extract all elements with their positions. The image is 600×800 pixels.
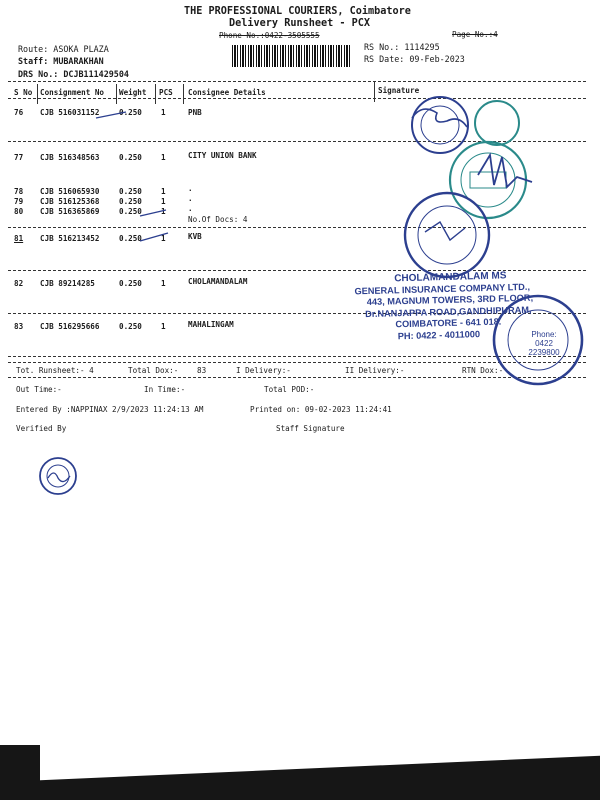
row-pcs: 1 (161, 279, 166, 288)
row-pcs: 1 (161, 197, 166, 206)
stamp-line: GENERAL INSURANCE COMPANY LTD., (354, 281, 531, 296)
staff-signature-label: Staff Signature (276, 424, 345, 433)
row-pcs: 1 (161, 153, 166, 162)
verified-by-label: Verified By (16, 424, 67, 433)
seal-icon (412, 97, 468, 153)
row-pcs: 1 (161, 187, 166, 196)
row-sno: 78 (14, 187, 24, 196)
seal-icon (40, 458, 76, 494)
in-time-label: In Time:- (144, 385, 186, 394)
row-weight: 0.250 (119, 279, 142, 288)
row-sno: 82 (14, 279, 24, 288)
stamp-line: 443, MAGNUM TOWERS, 3RD FLOOR, (366, 292, 534, 308)
row-consignment: CJB 516125368 (40, 197, 100, 206)
row-pcs: 1 (161, 234, 166, 243)
i-delivery-label: I Delivery:- (236, 366, 291, 375)
runsheet-subtitle: Delivery Runsheet - PCX (229, 18, 371, 29)
row-sno: 83 (14, 322, 24, 331)
total-runsheet: Tot. Runsheet:- 4 (16, 366, 94, 375)
out-time-label: Out Time:- (16, 385, 62, 394)
row-weight: 0.250 (119, 108, 142, 117)
col-header-details: Consignee Details (188, 88, 266, 97)
seal-phone-text: Phone: 0422 2239800 (528, 330, 560, 357)
row-weight: 0.250 (119, 197, 142, 206)
total-pod-label: Total POD:- (264, 385, 315, 394)
row-consignment: CJB 89214285 (40, 279, 95, 288)
col-header-weight: Weight (119, 88, 147, 97)
col-header-sno: S No (14, 88, 33, 97)
stamp-line: PH: 0422 - 4011000 (397, 328, 481, 341)
col-header-signature: Signature (378, 86, 420, 95)
row-pcs: 1 (161, 207, 166, 216)
row-details: MAHALINGAM (188, 320, 234, 329)
row-weight: 0.250 (119, 322, 142, 331)
row-weight: 0.250 (119, 207, 142, 216)
route-label: Route: ASOKA PLAZA (18, 44, 109, 54)
stamp-line: Dr.NANJAPPA ROAD,GANDHIPURAM, (365, 304, 532, 319)
row-consignment: CJB 516213452 (40, 234, 100, 243)
seal-icon (475, 101, 519, 145)
docs-count: No.Of Docs: 4 (188, 215, 248, 224)
row-weight: 0.250 (119, 187, 142, 196)
stamp-line: CHOLAMANDALAM MS (394, 270, 507, 285)
row-pcs: 1 (161, 108, 166, 117)
phone-number: Phone No.:0422-3505555 (219, 31, 320, 40)
row-consignment: CJB 516295666 (40, 322, 100, 331)
row-sno: 80 (14, 207, 24, 216)
row-sno: 81 (14, 234, 24, 243)
printed-on: Printed on: 09-02-2023 11:24:41 (250, 405, 392, 414)
row-details: . (188, 194, 193, 203)
row-sno: 79 (14, 197, 24, 206)
rs-date: RS Date: 09-Feb-2023 (364, 54, 465, 64)
row-weight: 0.250 (119, 153, 142, 162)
row-sno: 76 (14, 108, 24, 117)
row-details: CHOLAMANDALAM (188, 277, 248, 286)
col-header-pcs: PCS (159, 88, 173, 97)
col-header-consignment: Consignment No (40, 88, 105, 97)
row-details: PNB (188, 108, 202, 117)
ii-delivery-label: II Delivery:- (345, 366, 405, 375)
row-consignment: CJB 516031152 (40, 108, 100, 117)
row-consignment: CJB 516365869 (40, 207, 100, 216)
row-consignment: CJB 516065930 (40, 187, 100, 196)
total-dox-value: 83 (197, 366, 207, 375)
row-details: . (188, 184, 193, 193)
row-pcs: 1 (161, 322, 166, 331)
stamp-line: COIMBATORE - 641 018. (395, 316, 502, 330)
entered-by: Entered By :NAPPINAX 2/9/2023 11:24:13 AM (16, 405, 204, 414)
row-details: KVB (188, 232, 202, 241)
company-title: THE PROFESSIONAL COURIERS, Coimbatore (184, 6, 411, 17)
total-dox-label: Total Dox:- (128, 366, 179, 375)
drs-number: DRS No.: DCJB111429504 (18, 69, 129, 79)
seal-icon (405, 193, 489, 277)
row-sno: 77 (14, 153, 24, 162)
row-weight: 0.250 (119, 234, 142, 243)
rtn-dox-label: RTN Dox:- (462, 366, 504, 375)
page-number: Page No.:4 (452, 30, 498, 39)
rs-number: RS No.: 1114295 (364, 42, 440, 52)
row-details: . (188, 204, 193, 213)
tick-mark-icon (96, 112, 168, 241)
staff-label: Staff: MUBARAKHAN (18, 56, 104, 66)
row-consignment: CJB 516348563 (40, 153, 100, 162)
row-details: CITY UNION BANK (188, 151, 257, 160)
